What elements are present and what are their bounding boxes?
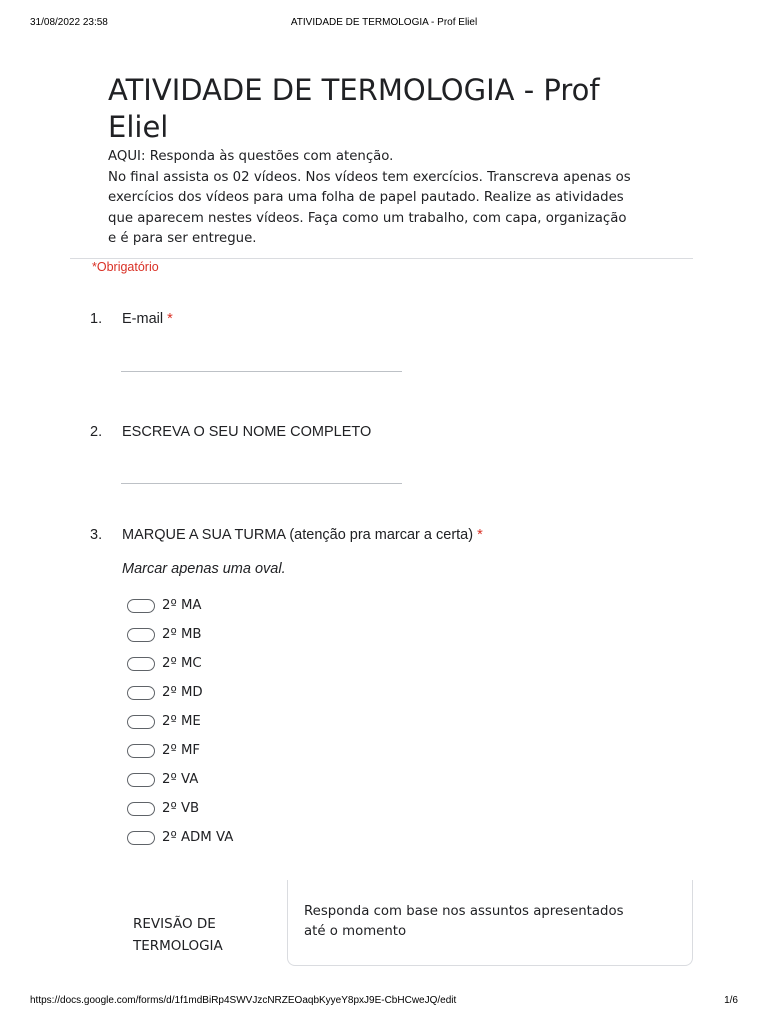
form-title (108, 72, 698, 146)
required-star: * (167, 311, 173, 327)
option-label: 2º MD (162, 685, 203, 700)
question-number: 3. (90, 527, 103, 543)
email-field[interactable] (121, 371, 402, 372)
required-star: * (477, 527, 483, 543)
description-line: AQUI: Responda às questões com atenção. (108, 149, 394, 164)
question-number: 2. (90, 424, 103, 440)
radio-oval[interactable] (127, 773, 155, 787)
option-label: 2º MB (162, 627, 202, 642)
header-divider (70, 258, 693, 259)
print-footer (30, 995, 738, 1009)
section-title-line1: REVISÃO DE (133, 916, 216, 932)
radio-oval[interactable] (127, 831, 155, 845)
option-label: 2º ME (162, 714, 201, 729)
required-note: *Obrigatório (92, 260, 159, 274)
option-label: 2º ADM VA (162, 830, 234, 845)
description-line: No final assista os 02 vídeos. Nos vídeos tem exercícios. Transcreva apenas os (108, 169, 631, 185)
option-label: 2º VA (162, 772, 199, 787)
question-hint: Marcar apenas uma oval. (122, 561, 286, 577)
print-url: https://docs.google.com/forms/d/1f1mdBiRp4SWVJzcNRZEOaqbKyyeY8pxJ9E-CbHCweJQ/edit (30, 995, 457, 1006)
radio-oval[interactable] (127, 802, 155, 816)
radio-oval[interactable] (127, 628, 155, 642)
section-description (304, 902, 674, 942)
question-number: 1. (90, 311, 103, 327)
question-class-label (122, 527, 483, 543)
option-label: 2º MF (162, 743, 201, 758)
section-title (133, 913, 223, 957)
radio-oval[interactable] (127, 657, 155, 671)
section-description-line2: até o momento (304, 924, 407, 939)
print-doc-title: ATIVIDADE DE TERMOLOGIA - Prof Eliel (290, 17, 478, 28)
form-title-line1: ATIVIDADE DE TERMOLOGIA - Prof (108, 73, 600, 107)
option-label: 2º MC (162, 656, 202, 671)
section-description-line1: Responda com base nos assuntos apresentados (304, 904, 624, 919)
print-header (30, 17, 738, 31)
full-name-field[interactable] (121, 483, 402, 484)
radio-oval[interactable] (127, 599, 155, 613)
option-label: 2º MA (162, 598, 202, 613)
question-email-label (122, 311, 173, 327)
radio-oval[interactable] (127, 715, 155, 729)
radio-oval[interactable] (127, 744, 155, 758)
description-line: que aparecem nestes vídeos. Faça como um trabalho, com capa, organização (108, 210, 627, 226)
section-title-line2: TERMOLOGIA (133, 938, 223, 954)
question-text: ESCREVA O SEU NOME COMPLETO (122, 424, 372, 440)
print-datetime: 31/08/2022 23:58 (30, 17, 108, 28)
question-text: MARQUE A SUA TURMA (atenção pra marcar a certa) (122, 527, 474, 543)
option-label: 2º VB (162, 801, 200, 816)
radio-oval[interactable] (127, 686, 155, 700)
description-line: exercícios dos vídeos para uma folha de papel pautado. Realize as atividades (108, 190, 624, 205)
form-title-line2: Eliel (108, 110, 169, 144)
section-description-box (287, 880, 693, 966)
page-number: 1/6 (724, 995, 738, 1006)
form-description (108, 147, 688, 250)
question-text: E-mail (122, 311, 164, 327)
description-line: e é para ser entregue. (108, 231, 257, 246)
question-name-label (122, 424, 371, 440)
